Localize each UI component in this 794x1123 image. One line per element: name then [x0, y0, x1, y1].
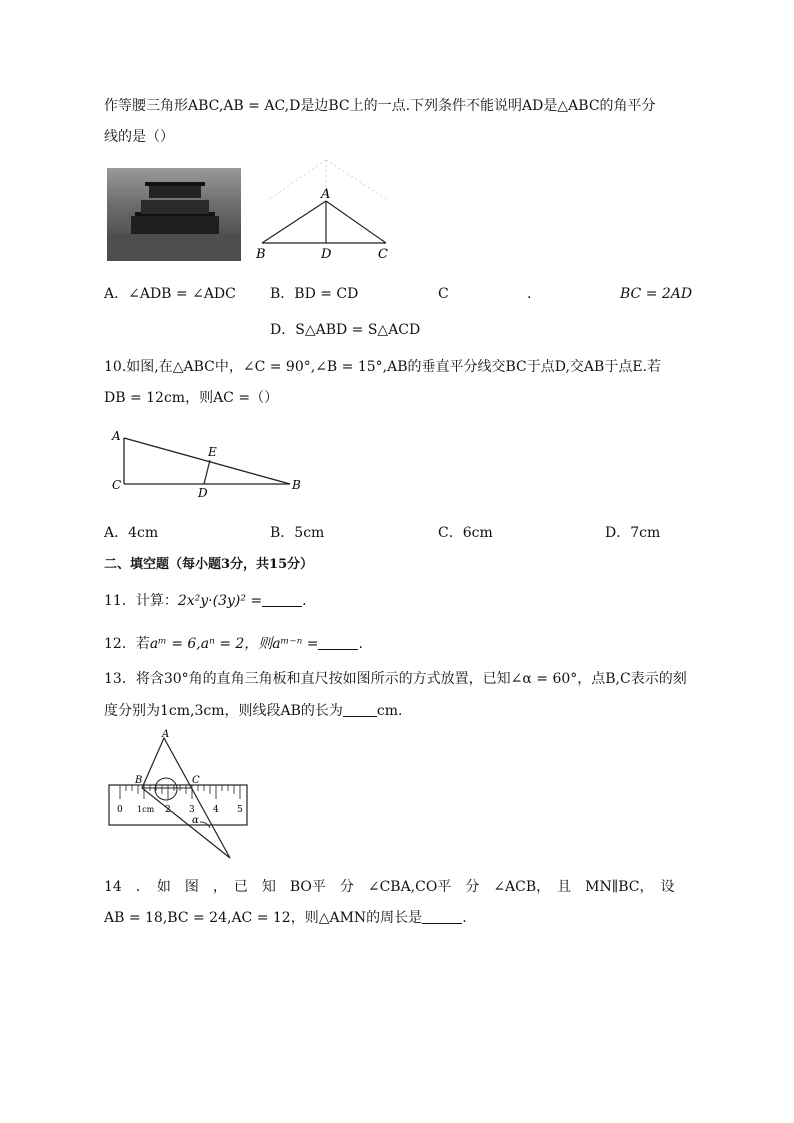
section-title: 二、填空题（每小题3分，共15分） [104, 557, 314, 572]
q14-suffix: . [462, 910, 467, 926]
q11-answer-blank[interactable] [262, 592, 302, 607]
side-ac [326, 201, 386, 243]
side-ab [262, 201, 326, 243]
label-e: E [208, 445, 217, 459]
q13-stem-line1: 13．将含30°角的直角三角板和直尺按如图所示的方式放置，已知∠α = 60°，点B,C表示的刻 [104, 671, 687, 687]
q9-option-b: B．BD = CD [270, 286, 359, 302]
q12-expression: aᵐ = 6,aⁿ = 2，则aᵐ⁻ⁿ = [149, 636, 319, 652]
label-c: C [192, 775, 200, 786]
q13-ruler-triangle-figure [106, 728, 252, 862]
q9-triangle-figure [248, 160, 408, 268]
tick-label-4: 4 [213, 805, 219, 815]
ruler-body [109, 785, 247, 825]
q13-stem-text: 度分别为1cm,3cm，则线段AB的长为 [104, 703, 343, 719]
tick-label-0: 0 [117, 805, 123, 815]
q11-prefix: 11．计算： [104, 593, 178, 609]
label-a: A [112, 429, 121, 443]
q14-stem-text: AB = 18,BC = 24,AC = 12，则△AMN的周长是 [104, 910, 423, 926]
q11-expression: 2x²y·(3y)² = [177, 593, 263, 609]
q11-suffix: . [302, 593, 307, 609]
q10-option-d: D．7cm [605, 525, 661, 541]
q13-unit: cm． [376, 703, 413, 719]
pavilion-photo [107, 168, 241, 261]
q10-option-c: C．6cm [438, 525, 493, 541]
label-a: A [162, 729, 170, 740]
q13-answer-blank[interactable] [343, 702, 377, 717]
q10-option-a: A．4cm [104, 525, 159, 541]
q9-option-c-text: BC = 2AD [620, 286, 693, 302]
q10-stem-line1: 10.如图,在△ABC中，∠C = 90°,∠B = 15°,AB的垂直平分线交BC于点D,交AB于点E.若 [104, 359, 662, 375]
label-alpha: α [192, 815, 199, 826]
q14-stem-line2 [104, 908, 467, 928]
q13-stem-line2 [104, 701, 412, 721]
q12 [104, 634, 363, 654]
q9-option-c-letter: C [438, 286, 449, 302]
q11 [104, 591, 307, 611]
q10-triangle-figure [106, 426, 306, 502]
label-c: C [112, 478, 122, 492]
tick-label-2: 2 [165, 805, 171, 815]
q9-option-d: D．S△ABD = S△ACD [270, 322, 421, 338]
tick-label-3: 3 [189, 805, 195, 815]
segment-de [204, 460, 210, 484]
tick-label-5: 5 [237, 805, 243, 815]
label-d: D [321, 247, 332, 262]
tick-label-1cm: 1cm [137, 805, 155, 814]
side-ab [124, 438, 290, 484]
q14-stem-line1: 14 ． 如 图 ， 已 知 BO平 分 ∠CBA,CO平 分 ∠ACB， 且 MN∥BC， 设 [104, 879, 675, 895]
q12-answer-blank[interactable] [318, 635, 358, 650]
label-c: C [378, 247, 388, 262]
q12-prefix: 12．若 [104, 636, 150, 652]
q9-stem-line1: 作等腰三角形ABC,AB = AC,D是边BC上的一点.下列条件不能说明AD是△ABC的角平分 [104, 98, 656, 114]
q10-option-b: B．5cm [270, 525, 325, 541]
q12-suffix: . [358, 636, 363, 652]
label-a: A [321, 187, 331, 202]
q14-answer-blank[interactable] [422, 909, 462, 924]
label-b: B [135, 775, 143, 786]
label-b: B [256, 247, 266, 262]
q9-option-a: A．∠ADB = ∠ADC [104, 286, 236, 302]
label-d: D [198, 486, 208, 500]
q9-stem-line2: 线的是（） [104, 129, 174, 145]
q10-stem-line2: DB = 12cm，则AC =（） [104, 390, 279, 406]
q9-option-c-dot: . [527, 286, 532, 302]
label-b: B [292, 478, 301, 492]
